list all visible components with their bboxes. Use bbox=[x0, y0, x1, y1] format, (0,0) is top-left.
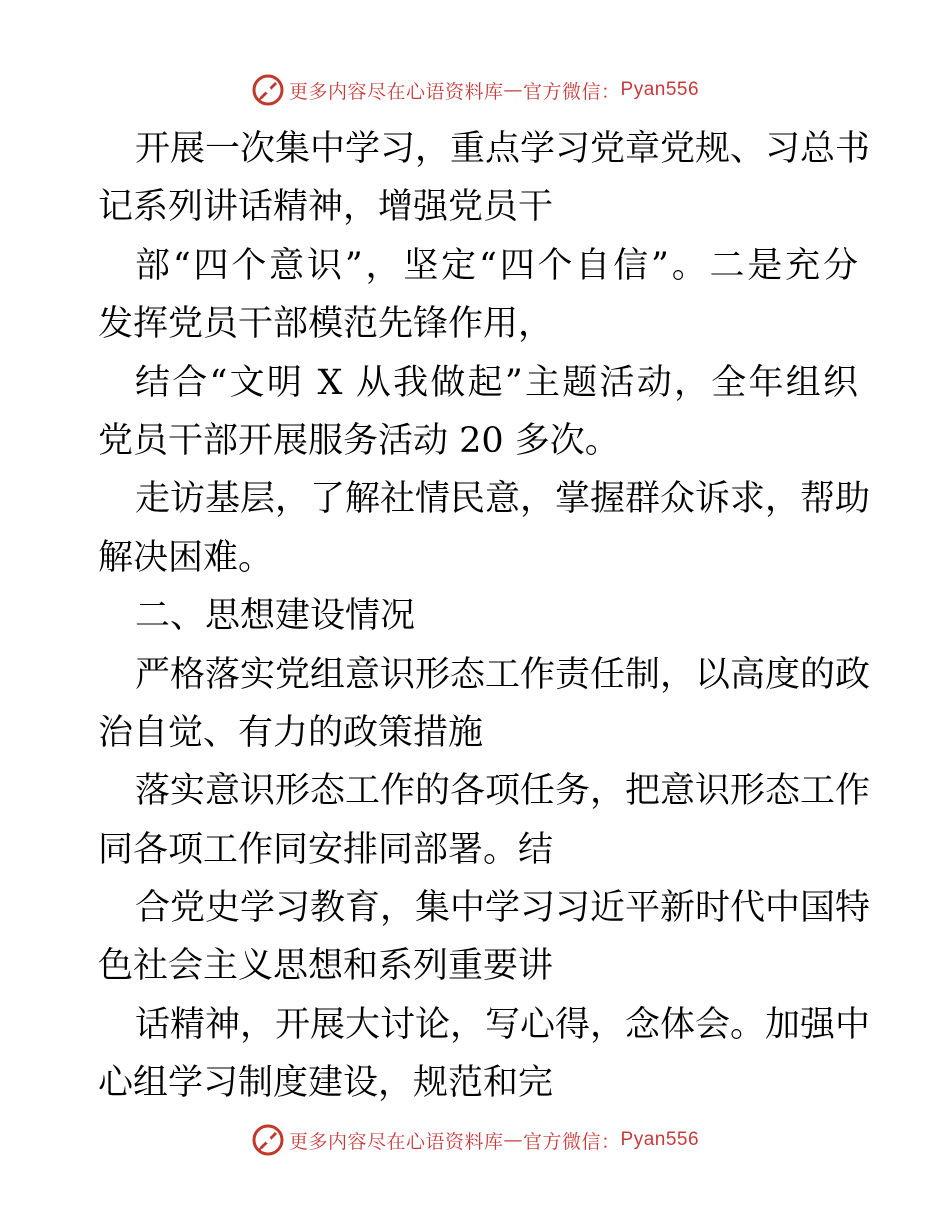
text-line: 色社会主义思想和系列重要讲 bbox=[98, 946, 554, 987]
text-line: 严格落实党组意识形态工作责任制，以高度的政 bbox=[135, 654, 871, 695]
text-line: 话精神，开展大讨论，写心得，念体会。加强中 bbox=[135, 1004, 871, 1045]
text-line: 部“四个意识”，坚定“四个自信”。二是充分 bbox=[135, 245, 858, 286]
watermark-brand: 更多内容尽在心语资料库 bbox=[288, 1130, 504, 1153]
quill-seal-logo-icon bbox=[251, 73, 285, 107]
text-line: 结合“文明 X 从我做起”主题活动，全年组织 bbox=[135, 362, 858, 403]
text-line: 落实意识形态工作的各项任务，把意识形态工作 bbox=[135, 771, 871, 812]
text-line: 治自觉、有力的政策措施 bbox=[98, 712, 484, 753]
watermark-separator: ： bbox=[601, 80, 621, 103]
footer-watermark bbox=[0, 1120, 950, 1160]
text-line: 合党史学习教育，集中学习习近平新时代中国特 bbox=[135, 888, 871, 929]
watermark-wechat-label: 官方微信 bbox=[522, 1130, 601, 1153]
section-heading: 二、思想建设情况 bbox=[135, 596, 416, 637]
watermark-wechat-label: 官方微信 bbox=[522, 80, 601, 103]
text-line: 同各项工作同安排同部署。结 bbox=[98, 829, 554, 870]
watermark-brand: 更多内容尽在心语资料库 bbox=[288, 80, 504, 103]
text-line: 解决困难。 bbox=[98, 537, 274, 578]
header-watermark bbox=[0, 70, 950, 110]
watermark-dash: — bbox=[503, 1129, 523, 1151]
quill-seal-logo-icon bbox=[251, 1123, 285, 1157]
watermark-account: Pyan556 bbox=[620, 79, 700, 100]
watermark-dash: — bbox=[503, 79, 523, 101]
text-line: 开展一次集中学习，重点学习党章党规、习总书 bbox=[135, 129, 871, 169]
watermark-separator: ： bbox=[601, 1130, 621, 1153]
watermark-account: Pyan556 bbox=[620, 1129, 700, 1150]
text-line: 党员干部开展服务活动 20 多次。 bbox=[98, 420, 620, 461]
text-line: 心组学习制度建设，规范和完 bbox=[98, 1063, 554, 1104]
text-line: 记系列讲话精神，增强党员干 bbox=[98, 187, 554, 228]
document-body bbox=[98, 120, 871, 1113]
text-line: 走访基层，了解社情民意，掌握群众诉求，帮助 bbox=[135, 479, 871, 520]
text-line: 发挥党员干部模范先锋作用， bbox=[98, 304, 554, 345]
